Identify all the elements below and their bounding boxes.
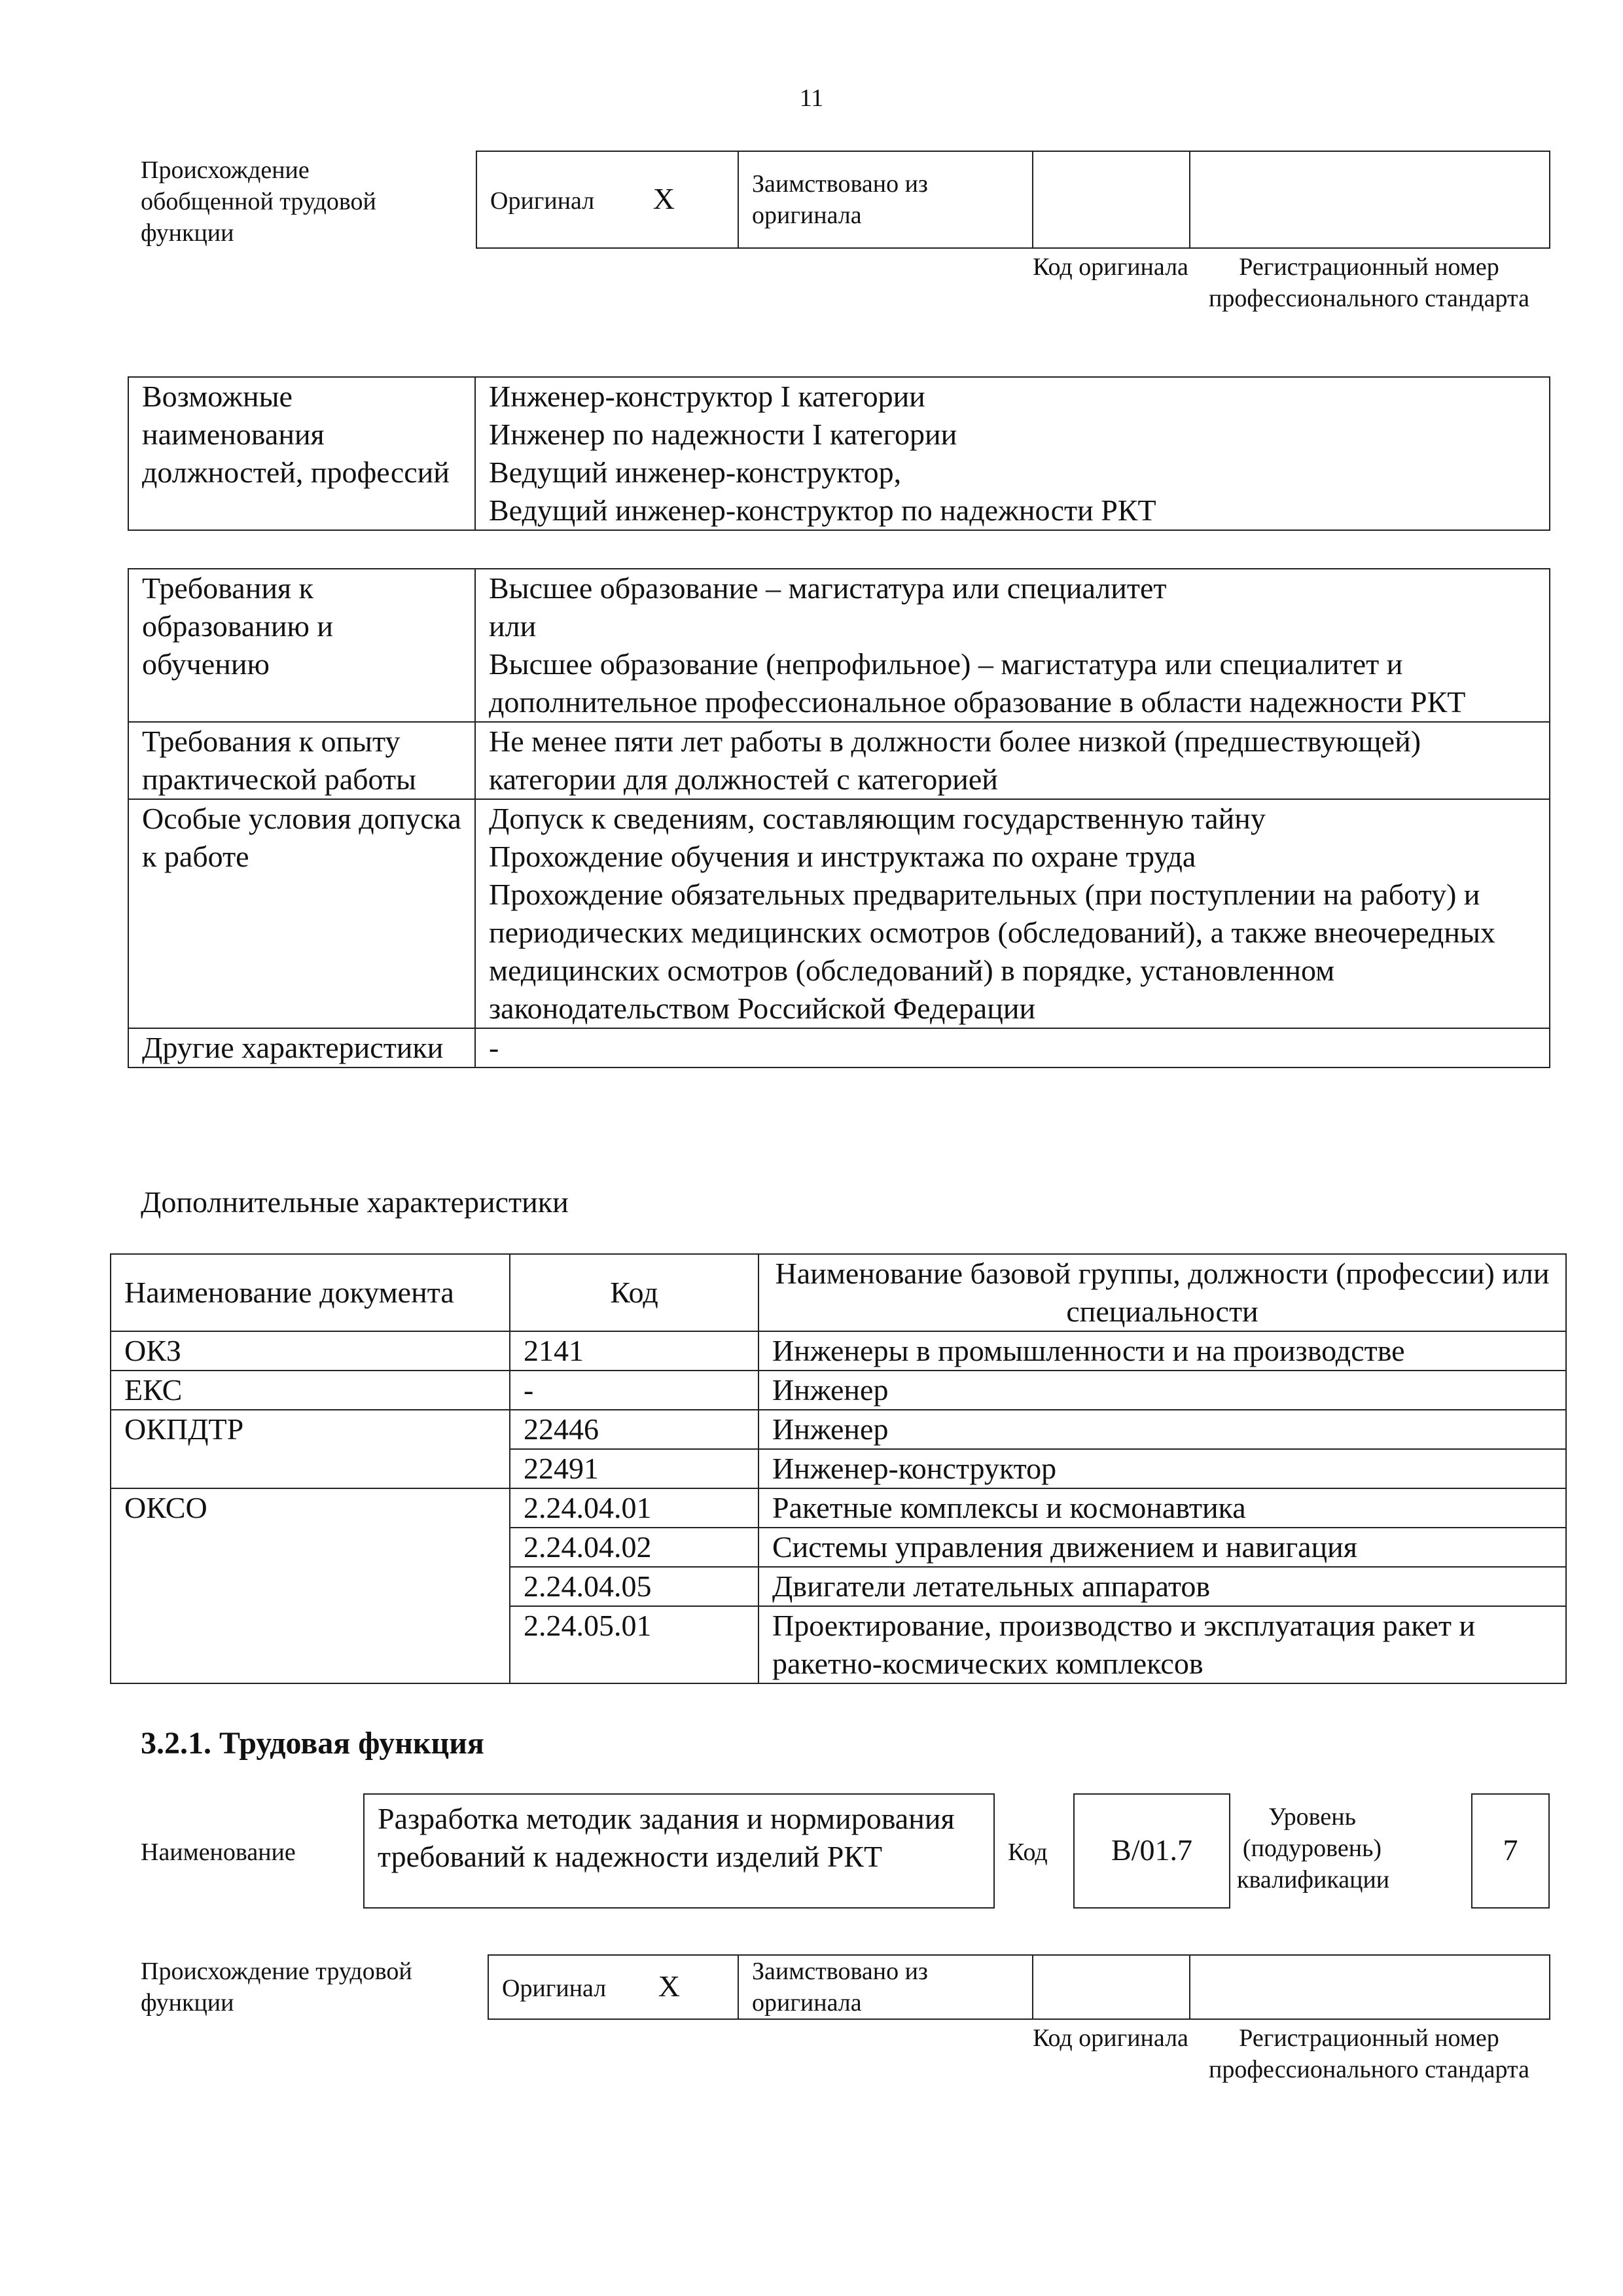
requirement-label: Требования к опыту практической работы: [128, 722, 475, 799]
doc-cell: ОКСО: [111, 1488, 510, 1683]
name-cell: Инженер: [758, 1371, 1566, 1410]
code-cell: 22491: [510, 1449, 758, 1488]
origin-original-mark: X: [652, 181, 675, 215]
header-document: Наименование документа: [111, 1254, 510, 1331]
requirement-line: Прохождение обязательных предварительных (при поступлении на работу) и периодических медицинских осмотров (обследований), а также внеочередных медицинских осмотров (обследований) в порядке, установленном законодательством Российской Федерации: [489, 878, 1495, 1025]
origin-code-cell: [1033, 1955, 1190, 2019]
function-code: B/01.7: [1073, 1793, 1230, 1909]
name-cell: Двигатели летательных аппаратов: [758, 1567, 1566, 1606]
function-level: 7: [1471, 1793, 1550, 1909]
requirement-row-other: [128, 1028, 1550, 1067]
header-code: Код: [510, 1254, 758, 1331]
origin-code-caption: Код оригинала: [1033, 253, 1188, 281]
doc-cell: ОКЗ: [111, 1331, 510, 1371]
requirement-row-experience: [128, 722, 1550, 799]
requirement-value: [475, 1028, 1550, 1067]
code-cell: 2.24.05.01: [510, 1606, 758, 1683]
table-row: [111, 1488, 1566, 1528]
name-cell: Инженер-конструктор: [758, 1449, 1566, 1488]
origin-borrowed-cell: Заимствовано из оригинала: [738, 1955, 1033, 2019]
requirement-line: Прохождение обучения и инструктажа по охране труда: [489, 840, 1196, 873]
origin-original-mark: X: [658, 1969, 680, 2003]
code-cell: 2.24.04.01: [510, 1488, 758, 1528]
positions-list: [475, 377, 1550, 530]
origin-function-label: Происхождение трудовой функции: [141, 1958, 412, 2017]
code-cell: 22446: [510, 1410, 758, 1449]
requirement-line: Не менее пяти лет работы в должности более низкой (предшествующей) категории для должностей с категорией: [489, 725, 1421, 796]
additional-table: [110, 1253, 1567, 1684]
requirement-label: Другие характеристики: [128, 1028, 475, 1067]
origin-generalized-table: [476, 151, 1550, 249]
origin-original-cell: [476, 151, 738, 248]
function-heading: 3.2.1. Трудовая функция: [141, 1726, 484, 1761]
positions-label: Возможные наименования должностей, профессий: [128, 377, 475, 530]
position-item: Инженер по надежности I категории: [489, 418, 957, 451]
function-code-label: Код: [1008, 1839, 1048, 1866]
origin-reg-caption: Регистрационный номер профессионального стандарта: [1209, 2024, 1529, 2083]
origin-original-text: Оригинал: [502, 1974, 607, 2002]
origin-function-table: [488, 1954, 1550, 2020]
origin-generalized-label: Происхождение обобщенной трудовой функции: [141, 156, 376, 247]
name-cell: Инженер: [758, 1410, 1566, 1449]
additional-header-row: [111, 1254, 1566, 1331]
origin-original-text: Оригинал: [490, 187, 595, 215]
requirement-value: [475, 799, 1550, 1028]
origin-original-cell: [488, 1955, 738, 2019]
code-cell: 2.24.04.02: [510, 1528, 758, 1567]
origin-code-cell: [1033, 151, 1190, 248]
header-group: Наименование базовой группы, должности (профессии) или специальности: [758, 1254, 1566, 1331]
code-cell: -: [510, 1371, 758, 1410]
table-row: [111, 1410, 1566, 1449]
origin-reg-caption: Регистрационный номер профессионального стандарта: [1209, 253, 1529, 312]
requirement-line: Высшее образование (непрофильное) – магистатура или специалитет и дополнительное профессиональное образование в области надежности РКТ: [489, 647, 1466, 719]
requirement-label: Требования к образованию и обучению: [128, 569, 475, 722]
table-row: [111, 1371, 1566, 1410]
requirement-line: Высшее образование – магистатура или специалитет: [489, 571, 1167, 605]
doc-cell: ОКПДТР: [111, 1410, 510, 1488]
requirement-row-conditions: [128, 799, 1550, 1028]
name-cell: Системы управления движением и навигация: [758, 1528, 1566, 1567]
origin-borrowed-cell: Заимствовано из оригинала: [738, 151, 1033, 248]
function-name: Разработка методик задания и нормирования требований к надежности изделий РКТ: [363, 1793, 995, 1909]
origin-reg-cell: [1190, 151, 1550, 248]
name-cell: Ракетные комплексы и космонавтика: [758, 1488, 1566, 1528]
requirement-value: [475, 569, 1550, 722]
requirement-line: -: [489, 1031, 499, 1064]
origin-code-caption: Код оригинала: [1033, 2024, 1188, 2052]
requirement-line: или: [489, 609, 537, 643]
name-cell: Проектирование, производство и эксплуатация ракет и ракетно-космических комплексов: [758, 1606, 1566, 1683]
function-name-label: Наименование: [141, 1839, 296, 1866]
additional-title: Дополнительные характеристики: [141, 1185, 569, 1219]
origin-reg-cell: [1190, 1955, 1550, 2019]
code-cell: 2141: [510, 1331, 758, 1371]
requirement-row-education: [128, 569, 1550, 722]
position-item: Ведущий инженер-конструктор по надежности РКТ: [489, 493, 1156, 527]
table-row: [111, 1331, 1566, 1371]
requirement-line: Допуск к сведениям, составляющим государственную тайну: [489, 802, 1266, 835]
name-cell: Инженеры в промышленности и на производстве: [758, 1331, 1566, 1371]
positions-table: [128, 376, 1550, 531]
position-item: Инженер-конструктор I категории: [489, 380, 925, 413]
page-number: 11: [799, 84, 824, 112]
requirement-value: [475, 722, 1550, 799]
doc-cell: ЕКС: [111, 1371, 510, 1410]
requirement-label: Особые условия допуска к работе: [128, 799, 475, 1028]
function-level-label: Уровень (подуровень) квалификации: [1237, 1803, 1390, 1893]
requirements-table: [128, 568, 1550, 1068]
position-item: Ведущий инженер-конструктор,: [489, 456, 902, 489]
code-cell: 2.24.04.05: [510, 1567, 758, 1606]
